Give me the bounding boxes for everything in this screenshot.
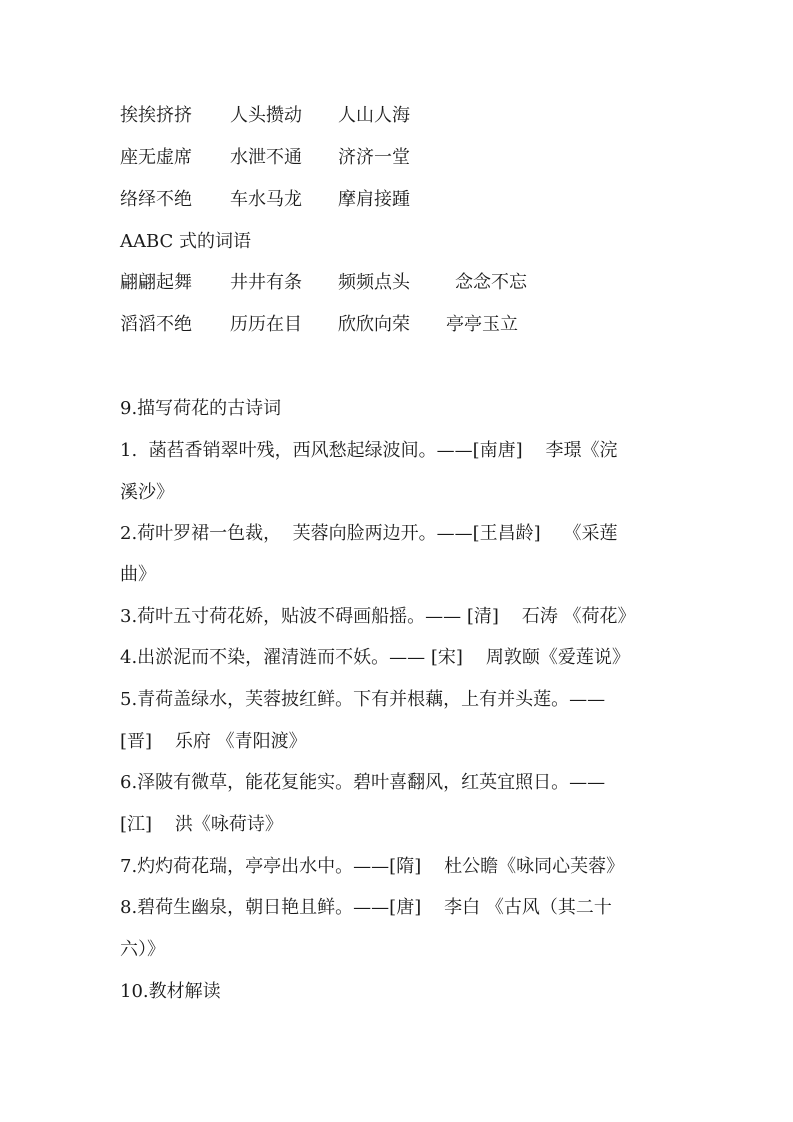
vocab-word: 水泄不通 [230,147,302,168]
poem-line: 7.灼灼荷花瑞，亭亭出水中。——[隋] 杜公瞻《咏同心芙蓉》 [120,856,625,877]
vocab-word: 频频点头 [338,272,410,293]
poem-line: 2.荷叶罗裙一色裁， 芙蓉向脸两边开。——[王昌龄] 《采莲 [120,523,618,544]
vocab-word: 座无虚席 [120,147,192,168]
poem-line: 4.出淤泥而不染，濯清涟而不妖。—— [宋] 周敦颐《爱莲说》 [120,647,630,668]
vocab-word: 挨挨挤挤 [120,105,192,126]
vocab-word: 井井有条 [230,272,302,293]
vocab-word: 翩翩起舞 [120,272,192,293]
vocab-word: 欣欣向荣 [338,314,410,335]
section-heading-poems: 9.描写荷花的古诗词 [120,398,282,419]
poem-line: [晋] 乐府 《青阳渡》 [120,731,307,752]
poem-line: 8.碧荷生幽泉，朝日艳且鲜。——[唐] 李白 《古风（其二十 [120,897,612,918]
vocab-word: 络绎不绝 [120,189,192,210]
poem-line: 6.泽陂有微草，能花复能实。碧叶喜翻风，红英宜照日。—— [120,772,606,793]
vocab-word: 摩肩接踵 [338,189,410,210]
vocab-word: 滔滔不绝 [120,314,192,335]
poem-line: [江] 洪《咏荷诗》 [120,814,283,835]
poem-line: 曲》 [120,564,156,585]
vocab-word: 车水马龙 [230,189,302,210]
poem-line: 溪沙》 [120,482,174,503]
poem-line: 5.青荷盖绿水，芙蓉披红鲜。下有并根藕，上有并头莲。—— [120,689,606,710]
poem-line: 六）》 [120,939,165,960]
vocab-word: 人山人海 [338,105,410,126]
vocab-word: 人头攒动 [230,105,302,126]
vocab-word: 亭亭玉立 [446,314,518,335]
poem-line: 1. 菡萏香销翠叶残，西风愁起绿波间。——[南唐] 李璟《浣 [120,440,618,461]
poem-line: 3.荷叶五寸荷花娇，贴波不碍画船摇。—— [清] 石涛 《荷花》 [120,606,636,627]
aabc-heading: AABC 式的词语 [120,231,252,252]
vocab-word: 念念不忘 [455,272,527,293]
vocab-word: 历历在目 [230,314,302,335]
section-heading-textbook: 10.教材解读 [120,981,221,1002]
vocab-word: 济济一堂 [338,147,410,168]
